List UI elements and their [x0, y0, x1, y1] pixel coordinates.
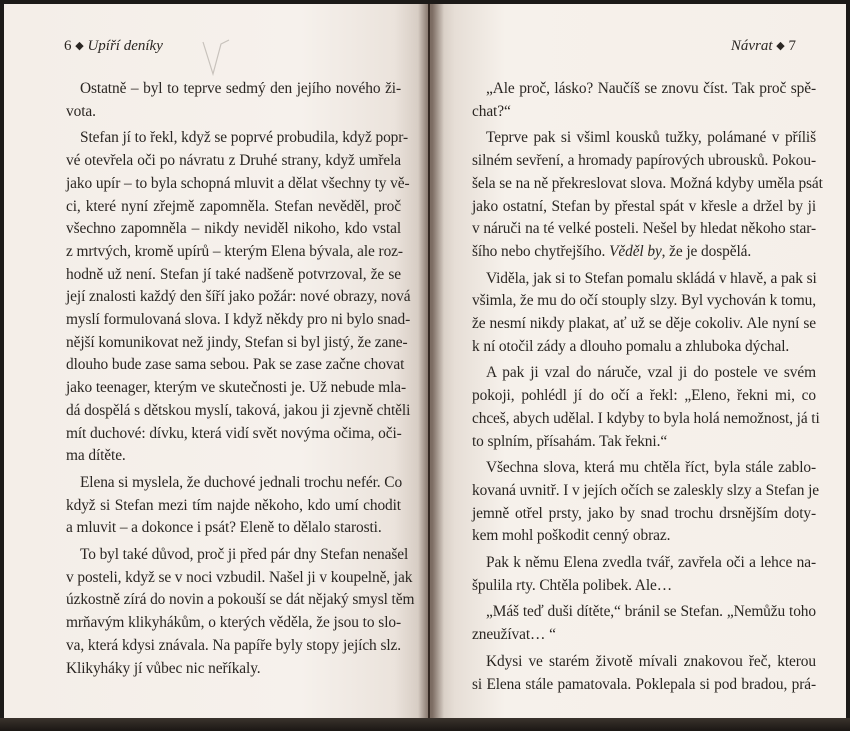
text-line: kem mohl poškodit cenný obraz.: [472, 527, 671, 545]
text-line: jako ostatní, Stefan by přestal spát v křesle a držel by ji: [472, 197, 816, 215]
text-line: Ostatně – byl to teprve sedmý den jejího nového ži-: [80, 80, 401, 97]
text-line: Pak k němu Elena zvedla tvář, zavřela oči a lehce na-: [486, 554, 816, 572]
text-line: „Máš teď duši dítěte,“ bránil se Stefan. „Nemůžu toho: [486, 603, 816, 621]
text-line: ci, které nyní zřejmě zapomněla. Stefan nevěděl, proč: [66, 197, 401, 215]
left-page: [4, 4, 428, 720]
text-line: šího nebo chytřejšího. Věděl by, že je dospělá.: [472, 242, 752, 260]
text-line: va, která kdysi znávala. Na papíře byly stopy jejích slz.: [66, 636, 401, 654]
text-line: hodně už není. Stefan jí také nadšeně potvrzoval, že se: [66, 265, 401, 283]
text-line: nější komunikovat než jindy, Stefan si byl jistý, že zane-: [66, 333, 408, 351]
book-spread: [4, 4, 846, 722]
text-line: Elena si myslela, že duchové jednali trochu nefér. Co: [80, 473, 403, 491]
text-line: že nesmí nikdy plakat, ať už se děje cokoliv. Ale nyní se: [472, 315, 816, 333]
text-line: v posteli, když se v noci vzbudil. Našel ji v koupelně, jak: [66, 568, 413, 586]
text-line: To byl také důvod, proč ji před pár dny Stefan nenašel: [80, 546, 409, 564]
text-line: Stefan jí to řekl, když se poprvé probudila, když popr-: [80, 129, 408, 147]
left-page-header: [64, 38, 163, 55]
text-line: dá dospělá s dětskou myslí, taková, jakou ji zjevně chtěli: [66, 401, 411, 419]
text-line: k ní otočil zády a dlouho pomalu a zhluboka dýchal.: [472, 337, 790, 355]
left-page-number: 6: [64, 38, 72, 54]
text-line: ma dítěte.: [66, 447, 126, 465]
text-line: špulila rty. Chtěla polibek. Ale…: [472, 576, 673, 594]
text-line: v náruči na té velké posteli. Nešel by hledat někoho star-: [472, 220, 816, 238]
pencil-scribble-icon: [199, 34, 239, 84]
text-line: Viděla, jak si to Stefan pomalu skládá v hlavě, a pak si: [486, 269, 817, 287]
text-line: z mrtvých, kromě upírů – kterým Elena bývala, ale roz-: [66, 242, 403, 260]
text-line: vota.: [66, 102, 96, 120]
text-line: vé otevřela oči po návratu z Druhé strany, když umřela: [66, 152, 401, 170]
right-page-header: [731, 38, 796, 55]
text-line: všimla, že mu do očí stouply slzy. Byl vychován k tomu,: [472, 292, 816, 310]
text-line: to splním, přísahám. Tak řekni.“: [472, 432, 668, 450]
text-line: jako teenager, kterým ve skutečnosti je. Už nebude mla-: [66, 379, 407, 397]
right-page-number: 7: [788, 38, 796, 54]
text-line: dlouho bude zase sama sebou. Pak se zase začne chovat: [66, 356, 405, 374]
text-line: A pak ji vzal do náruče, vzal ji do postele ve svém: [486, 364, 816, 382]
text-line: myslí formulovaná slova. I když někdy pro ni bylo snad-: [66, 311, 411, 329]
left-header-title: Upíří deníky: [87, 38, 163, 54]
text-line: pokoji, pohlédl jí do očí a řekl: „Eleno, řekni mi, co: [472, 387, 816, 405]
text-line: zneužívat… “: [472, 626, 556, 644]
text-line: si Elena stále pamatovala. Poklepala si pod bradou, prá-: [472, 675, 816, 693]
text-line: všechno zapomněla – nikdy neviděl nikoho, kdo vstal: [66, 220, 401, 238]
text-line: a mluvit – a dokonce i psát? Eleně to dělalo starosti.: [66, 519, 382, 537]
text-line: Všechna slova, která mu chtěla říct, byla stále zablo-: [486, 459, 816, 477]
left-page-text: [66, 78, 415, 680]
diamond-icon: ◆: [75, 40, 84, 52]
right-page-text: [472, 78, 823, 696]
background-edge: [0, 718, 850, 731]
text-line: mít duchové: dívku, která vidí svět novýma očima, oči-: [66, 424, 402, 442]
text-line: „Ale proč, lásko? Naučíš se znovu číst. Tak proč spě-: [486, 80, 816, 97]
text-line: když si Stefan mezi tím najde někoho, kdo umí chodit: [66, 496, 401, 514]
text-line: chceš, abych udělal. I kdyby to byla holá nemožnost, já ti: [472, 409, 820, 427]
text-line: silném sevření, a hromady papírových ubrousků. Pokou-: [472, 152, 816, 170]
text-line: Kdysi ve starém životě mívali znakovou řeč, kterou: [486, 652, 816, 670]
right-header-title: Návrat: [730, 38, 773, 54]
text-line: jako upír – to byla schopná mluvit a dělat všechny ty vě-: [66, 174, 410, 192]
text-line: chat?“: [472, 102, 511, 120]
text-line: úzkostně zírá do novin a pokouší se dát nějaký smysl těm: [66, 591, 415, 609]
text-line: jemně otřel prsty, jako by snad trochu drsnějším doty-: [472, 504, 816, 522]
emphasis-text: Věděl by: [609, 242, 662, 260]
text-line: kovaná uvnitř. I v jejích očích se zaleskly slzy a Stefan je: [472, 481, 820, 499]
text-line: Teprve pak si všiml kousků tužky, polámané v příliš: [486, 129, 816, 147]
diamond-icon: ◆: [776, 40, 785, 52]
text-line: Klikyháky jí vůbec nic neříkaly.: [66, 659, 261, 677]
right-page: [430, 4, 846, 720]
text-line: šela se na ně překreslovat slova. Možná kdyby uměla psát: [472, 174, 823, 192]
text-line: mrňavým klikyhákům, o kterých věděla, že jsou to slo-: [66, 614, 401, 632]
text-line: její znalosti každý den šíří jako požár: nové obrazy, nová: [66, 288, 411, 306]
